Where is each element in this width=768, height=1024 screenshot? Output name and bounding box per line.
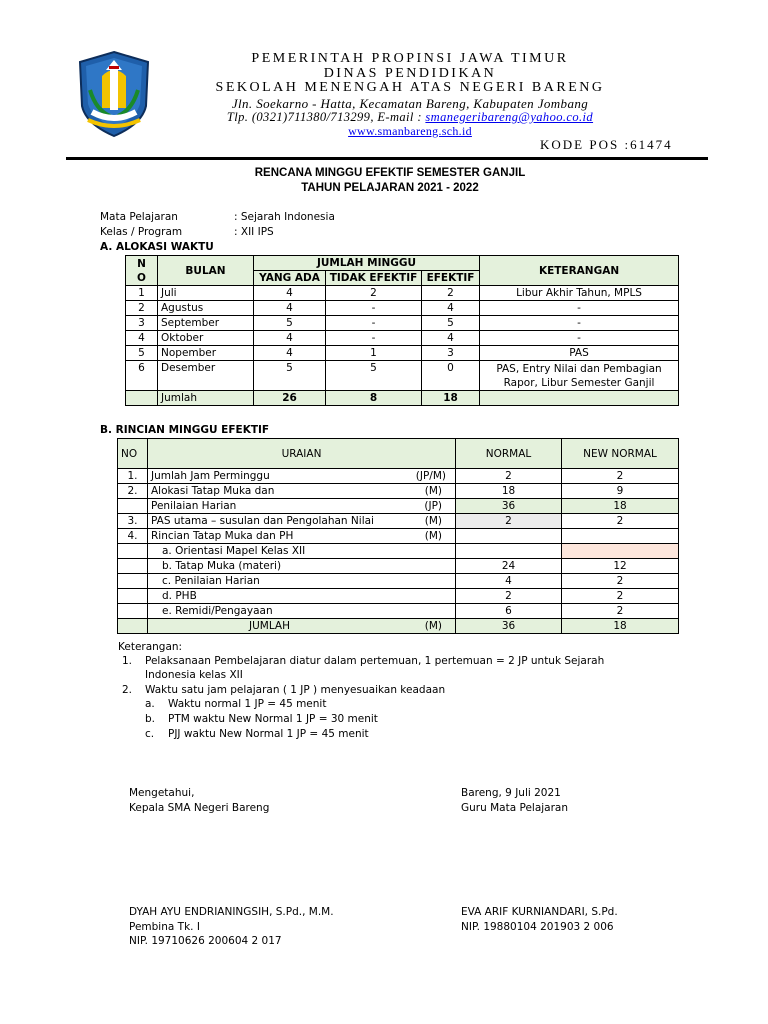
note-2b-mark: b. bbox=[145, 713, 156, 725]
cell-normal: 4 bbox=[456, 574, 562, 589]
cell-tidak-efektif: - bbox=[326, 331, 422, 346]
cell-no: 4 bbox=[126, 331, 158, 346]
cell-no bbox=[126, 391, 158, 406]
effective-weeks-detail-table bbox=[117, 438, 679, 634]
cell-normal: 24 bbox=[456, 559, 562, 574]
cell-yang-ada: 4 bbox=[254, 286, 326, 301]
document-subtitle: TAHUN PELAJARAN 2021 - 2022 bbox=[301, 182, 479, 194]
cell-uraian: Alokasi Tatap Muka dan (M) bbox=[148, 484, 456, 499]
cell-efektif: 4 bbox=[422, 331, 480, 346]
letterhead-department: DINAS PENDIDIKAN bbox=[323, 66, 497, 81]
cell-bulan: September bbox=[158, 316, 254, 331]
table-row bbox=[118, 469, 679, 484]
cell-uraian: Rincian Tatap Muka dan PH (M) bbox=[148, 529, 456, 544]
cell-uraian: c. Penilaian Harian bbox=[148, 574, 456, 589]
cell-uraian: Penilaian Harian (JP) bbox=[148, 499, 456, 514]
col-jumlah-minggu-header: JUMLAH MINGGU bbox=[254, 256, 480, 271]
table-row bbox=[126, 316, 679, 331]
sig-left-name: DYAH AYU ENDRIANINGSIH, S.Pd., M.M. bbox=[129, 906, 334, 918]
table-row bbox=[118, 514, 679, 529]
cell-new-normal: 2 bbox=[562, 589, 679, 604]
cell-bulan: Juli bbox=[158, 286, 254, 301]
table-b-header-row bbox=[118, 439, 679, 469]
cell-normal: 6 bbox=[456, 604, 562, 619]
table-a-total-row bbox=[126, 391, 679, 406]
cell-total-tidak-efektif: 8 bbox=[326, 391, 422, 406]
col-no-header: N O bbox=[126, 256, 158, 286]
letterhead-address: Jln. Soekarno - Hatta, Kecamatan Bareng, Kabupaten Jombang bbox=[231, 96, 589, 111]
cell-bulan: Agustus bbox=[158, 301, 254, 316]
subject-value: : Sejarah Indonesia bbox=[234, 211, 335, 223]
sig-left-rank: Pembina Tk. I bbox=[129, 921, 200, 933]
letterhead-government: PEMERINTAH PROPINSI JAWA TIMUR bbox=[251, 51, 569, 66]
document-title: RENCANA MINGGU EFEKTIF SEMESTER GANJIL bbox=[254, 167, 526, 179]
cell-efektif: 2 bbox=[422, 286, 480, 301]
note-2-text: Waktu satu jam pelajaran ( 1 JP ) menyesuaikan keadaan bbox=[145, 684, 446, 696]
cell-yang-ada: 4 bbox=[254, 331, 326, 346]
note-2c-text: PJJ waktu New Normal 1 JP = 45 menit bbox=[168, 728, 369, 740]
cell-efektif: 5 bbox=[422, 316, 480, 331]
table-row bbox=[118, 604, 679, 619]
col-normal-header: NORMAL bbox=[456, 439, 562, 469]
cell-yang-ada: 4 bbox=[254, 346, 326, 361]
table-row bbox=[118, 484, 679, 499]
cell-no: 4. bbox=[118, 529, 148, 544]
cell-normal: 2 bbox=[456, 514, 562, 529]
cell-efektif: 0 bbox=[422, 361, 480, 391]
time-allocation-table bbox=[125, 255, 679, 406]
cell-uraian: Jumlah Jam Perminggu (JP/M) bbox=[148, 469, 456, 484]
cell-normal bbox=[456, 544, 562, 559]
note-1-line-1: Pelaksanaan Pembelajaran diatur dalam pertemuan, 1 pertemuan = 2 JP untuk Sejarah bbox=[145, 655, 605, 667]
cell-uraian: e. Remidi/Pengayaan bbox=[148, 604, 456, 619]
cell-jumlah: JUMLAH (M) bbox=[148, 619, 456, 634]
cell-tidak-efektif: 5 bbox=[326, 361, 422, 391]
cell-keterangan: - bbox=[480, 316, 679, 331]
province-logo-icon bbox=[76, 50, 152, 138]
cell-normal: 2 bbox=[456, 469, 562, 484]
table-row bbox=[126, 346, 679, 361]
cell-no: 3. bbox=[118, 514, 148, 529]
sig-left-position: Kepala SMA Negeri Bareng bbox=[129, 802, 270, 814]
cell-no: 1 bbox=[126, 286, 158, 301]
cell-keterangan: PAS, Entry Nilai dan Pembagian Rapor, Libur Semester Ganjil bbox=[480, 361, 679, 391]
cell-keterangan: - bbox=[480, 301, 679, 316]
col-new-normal-header: NEW NORMAL bbox=[562, 439, 679, 469]
cell-new-normal: 18 bbox=[562, 499, 679, 514]
cell-yang-ada: 4 bbox=[254, 301, 326, 316]
cell-bulan: Desember bbox=[158, 361, 254, 391]
cell-tidak-efektif: - bbox=[326, 316, 422, 331]
cell-no bbox=[118, 544, 148, 559]
table-row bbox=[118, 589, 679, 604]
col-uraian-header: URAIAN bbox=[148, 439, 456, 469]
sig-right-place-date: Bareng, 9 Juli 2021 bbox=[461, 787, 561, 799]
cell-no: 2 bbox=[126, 301, 158, 316]
table-row bbox=[118, 544, 679, 559]
cell-new-normal: 9 bbox=[562, 484, 679, 499]
cell-no bbox=[118, 589, 148, 604]
cell-new-normal: 12 bbox=[562, 559, 679, 574]
section-b-heading: B. RINCIAN MINGGU EFEKTIF bbox=[100, 424, 270, 436]
cell-new-normal: 2 bbox=[562, 514, 679, 529]
table-row bbox=[118, 529, 679, 544]
cell-new-normal bbox=[562, 544, 679, 559]
cell-bulan: Nopember bbox=[158, 346, 254, 361]
cell-no bbox=[118, 499, 148, 514]
letterhead-contact bbox=[160, 110, 660, 125]
col-bulan-header: BULAN bbox=[158, 256, 254, 286]
cell-keterangan: PAS bbox=[480, 346, 679, 361]
email-link[interactable]: smanegeribareng@yahoo.co.id bbox=[425, 110, 594, 124]
section-a-heading: A. ALOKASI WAKTU bbox=[100, 241, 214, 253]
cell-no: 1. bbox=[118, 469, 148, 484]
note-2b-text: PTM waktu New Normal 1 JP = 30 menit bbox=[168, 713, 378, 725]
cell-tidak-efektif: - bbox=[326, 301, 422, 316]
cell-yang-ada: 5 bbox=[254, 316, 326, 331]
cell-no bbox=[118, 604, 148, 619]
table-a-header-row bbox=[126, 256, 679, 271]
cell-no bbox=[118, 559, 148, 574]
table-row bbox=[126, 286, 679, 301]
note-2c-mark: c. bbox=[145, 728, 155, 740]
col-yang-ada-header: YANG ADA bbox=[254, 271, 326, 286]
cell-uraian: a. Orientasi Mapel Kelas XII bbox=[148, 544, 456, 559]
cell-keterangan bbox=[480, 391, 679, 406]
cell-total-efektif: 18 bbox=[422, 391, 480, 406]
note-1-number: 1. bbox=[122, 655, 133, 667]
cell-total-yang-ada: 26 bbox=[254, 391, 326, 406]
table-row bbox=[118, 574, 679, 589]
cell-jumlah-label: Jumlah bbox=[158, 391, 254, 406]
sig-right-nip: NIP. 19880104 201903 2 006 bbox=[461, 921, 614, 933]
cell-new-normal: 2 bbox=[562, 604, 679, 619]
cell-yang-ada: 5 bbox=[254, 361, 326, 391]
col-tidak-efektif-header: TIDAK EFEKTIF bbox=[326, 271, 422, 286]
class-value: : XII IPS bbox=[234, 226, 274, 238]
table-row bbox=[118, 499, 679, 514]
col-keterangan-header: KETERANGAN bbox=[480, 256, 679, 286]
website-link[interactable]: www.smanbareng.sch.id bbox=[348, 124, 472, 138]
cell-total-new-normal: 18 bbox=[562, 619, 679, 634]
table-row bbox=[126, 361, 679, 391]
cell-no bbox=[118, 619, 148, 634]
cell-normal: 36 bbox=[456, 499, 562, 514]
note-1-line-2: Indonesia kelas XII bbox=[145, 669, 243, 681]
note-2a-text: Waktu normal 1 JP = 45 menit bbox=[168, 698, 327, 710]
notes-heading: Keterangan: bbox=[118, 641, 183, 653]
sig-right-name: EVA ARIF KURNIANDARI, S.Pd. bbox=[461, 906, 618, 918]
class-label: Kelas / Program bbox=[100, 226, 183, 238]
postal-code: KODE POS :61474 bbox=[540, 137, 673, 152]
sig-right-position: Guru Mata Pelajaran bbox=[461, 802, 569, 814]
cell-efektif: 4 bbox=[422, 301, 480, 316]
table-b-total-row bbox=[118, 619, 679, 634]
subject-label: Mata Pelajaran bbox=[100, 211, 178, 223]
cell-uraian: PAS utama – susulan dan Pengolahan Nilai (M) bbox=[148, 514, 456, 529]
letterhead-divider bbox=[66, 157, 708, 160]
col-no-header: NO bbox=[118, 439, 148, 469]
note-2-number: 2. bbox=[122, 684, 133, 696]
cell-no: 5 bbox=[126, 346, 158, 361]
cell-no: 6 bbox=[126, 361, 158, 391]
cell-uraian: b. Tatap Muka (materi) bbox=[148, 559, 456, 574]
cell-no: 2. bbox=[118, 484, 148, 499]
cell-tidak-efektif: 1 bbox=[326, 346, 422, 361]
phone-text: Tlp. (0321)711380/713299, E-mail : bbox=[226, 110, 426, 124]
cell-keterangan: Libur Akhir Tahun, MPLS bbox=[480, 286, 679, 301]
cell-normal bbox=[456, 529, 562, 544]
cell-new-normal bbox=[562, 529, 679, 544]
cell-no: 3 bbox=[126, 316, 158, 331]
sig-left-acknowledged: Mengetahui, bbox=[129, 787, 195, 799]
cell-normal: 18 bbox=[456, 484, 562, 499]
letterhead-school: SEKOLAH MENENGAH ATAS NEGERI BARENG bbox=[215, 80, 605, 95]
cell-keterangan: - bbox=[480, 331, 679, 346]
cell-total-normal: 36 bbox=[456, 619, 562, 634]
table-row bbox=[118, 559, 679, 574]
col-efektif-header: EFEKTIF bbox=[422, 271, 480, 286]
cell-new-normal: 2 bbox=[562, 574, 679, 589]
cell-tidak-efektif: 2 bbox=[326, 286, 422, 301]
cell-efektif: 3 bbox=[422, 346, 480, 361]
table-row bbox=[126, 331, 679, 346]
cell-no bbox=[118, 574, 148, 589]
table-row bbox=[126, 301, 679, 316]
note-2a-mark: a. bbox=[145, 698, 155, 710]
sig-left-nip: NIP. 19710626 200604 2 017 bbox=[129, 935, 282, 947]
cell-new-normal: 2 bbox=[562, 469, 679, 484]
cell-normal: 2 bbox=[456, 589, 562, 604]
cell-uraian: d. PHB bbox=[148, 589, 456, 604]
cell-bulan: Oktober bbox=[158, 331, 254, 346]
